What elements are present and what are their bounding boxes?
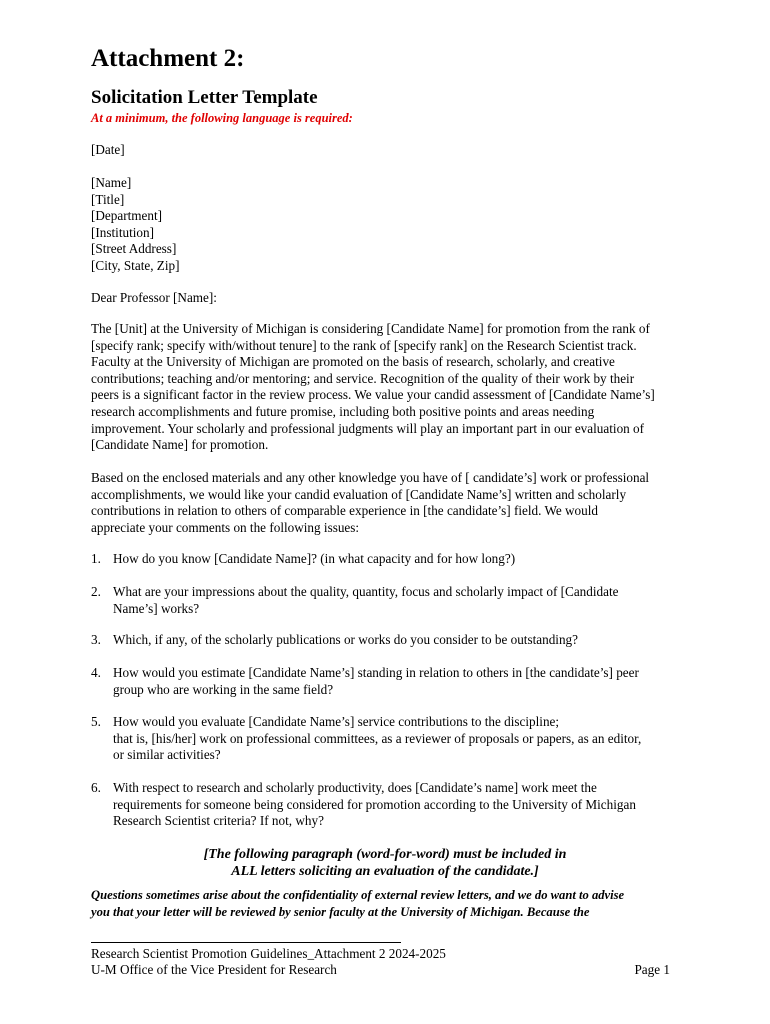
- requirement-note: At a minimum, the following language is required:: [91, 111, 353, 125]
- mandatory-note: [0, 846, 770, 880]
- question-text: that is, [his/her] work on professional committees, as a reviewer of proposals or papers, as an editor,: [113, 730, 642, 746]
- confidentiality-line: you that your letter will be reviewed by senior faculty at the University of Michigan. Because the: [91, 905, 590, 919]
- question-text: With respect to research and scholarly productivity, does [Candidate’s name] work meet the: [113, 780, 597, 795]
- question-text: How do you know [Candidate Name]? (in what capacity and for how long?): [113, 551, 516, 566]
- footer-office: U-M Office of the Vice President for Research: [91, 962, 337, 977]
- address-block: [91, 175, 180, 275]
- page-subheading: Solicitation Letter Template: [91, 87, 318, 108]
- paragraph-line: [specify rank; specify with/without tenure] to the rank of [specify rank] on the Research Scientist track.: [91, 337, 637, 353]
- address-line: [Name]: [91, 175, 132, 190]
- question-text: Research Scientist criteria? If not, why?: [113, 813, 324, 829]
- footer-title: Research Scientist Promotion Guidelines_Attachment 2 2024-2025: [91, 946, 446, 961]
- paragraph-line: peers is a significant factor in the review process. We value your candid assessment of [Candidate Name’s]: [91, 387, 655, 403]
- paragraph-line: Based on the enclosed materials and any other knowledge you have of [ candidate’s] work or professional: [91, 470, 650, 485]
- question-number: 6.: [91, 780, 101, 795]
- address-line: [Department]: [91, 208, 163, 224]
- paragraph-line: accomplishments, we would like your candid evaluation of [Candidate Name’s] written and scholarly: [91, 486, 627, 502]
- paragraph-request: [91, 470, 691, 536]
- page-number: Page 1: [634, 962, 670, 977]
- question-text: Name’s] works?: [113, 600, 200, 616]
- confidentiality-line: Questions sometimes arise about the confidentiality of external review letters, and we do want to advise: [91, 888, 625, 902]
- paragraph-line: contributions; teaching and/or mentoring; and service. Recognition of the quality of their work by their: [91, 370, 635, 386]
- question-number: 5.: [91, 714, 101, 729]
- paragraph-line: research accomplishments and future promise, including both positive points and areas needing: [91, 403, 595, 419]
- question-text: How would you evaluate [Candidate Name’s] service contributions to the discipline;: [113, 714, 560, 729]
- address-line: [City, State, Zip]: [91, 257, 180, 273]
- question-text: What are your impressions about the quality, quantity, focus and scholarly impact of [Candidate: [113, 584, 619, 599]
- paragraph-line: appreciate your comments on the following issues:: [91, 519, 360, 535]
- question-number: 1.: [91, 551, 101, 566]
- question-text: requirements for someone being considered for promotion according to the University of Michigan: [113, 796, 636, 812]
- paragraph-line: contributions in relation to others of comparable experience in [the candidate’s] field. We would: [91, 503, 598, 519]
- paragraph-line: Faculty at the University of Michigan are promoted on the basis of research, scholarly, and creative: [91, 354, 615, 370]
- question-number: 3.: [91, 632, 101, 647]
- date-placeholder: [Date]: [91, 142, 125, 157]
- paragraph-intro: [91, 321, 691, 454]
- address-line: [Institution]: [91, 224, 155, 240]
- question-text: or similar activities?: [113, 747, 221, 763]
- confidentiality-paragraph: [91, 887, 624, 921]
- question-number: 4.: [91, 665, 101, 680]
- question-number: 2.: [91, 584, 101, 599]
- paragraph-line: The [Unit] at the University of Michigan is considering [Candidate Name] for promotion from the rank of: [91, 321, 650, 336]
- page-heading: Attachment 2:: [91, 45, 245, 72]
- question-text: group who are working in the same field?: [113, 681, 334, 697]
- mandatory-note-line: [The following paragraph (word-for-word) must be included in: [203, 847, 567, 862]
- address-line: [Street Address]: [91, 241, 177, 257]
- paragraph-line: improvement. Your scholarly and professional judgments will play an important part in our evaluation of: [91, 420, 645, 436]
- paragraph-line: [Candidate Name] for promotion.: [91, 437, 269, 453]
- address-line: [Title]: [91, 191, 125, 207]
- salutation: Dear Professor [Name]:: [91, 290, 217, 305]
- footer-divider: [91, 942, 401, 943]
- question-text: How would you estimate [Candidate Name’s] standing in relation to others in [the candidate’s] peer: [113, 665, 639, 680]
- mandatory-note-line: ALL letters soliciting an evaluation of the candidate.]: [231, 864, 539, 879]
- question-text: Which, if any, of the scholarly publications or works do you consider to be outstanding?: [113, 632, 579, 647]
